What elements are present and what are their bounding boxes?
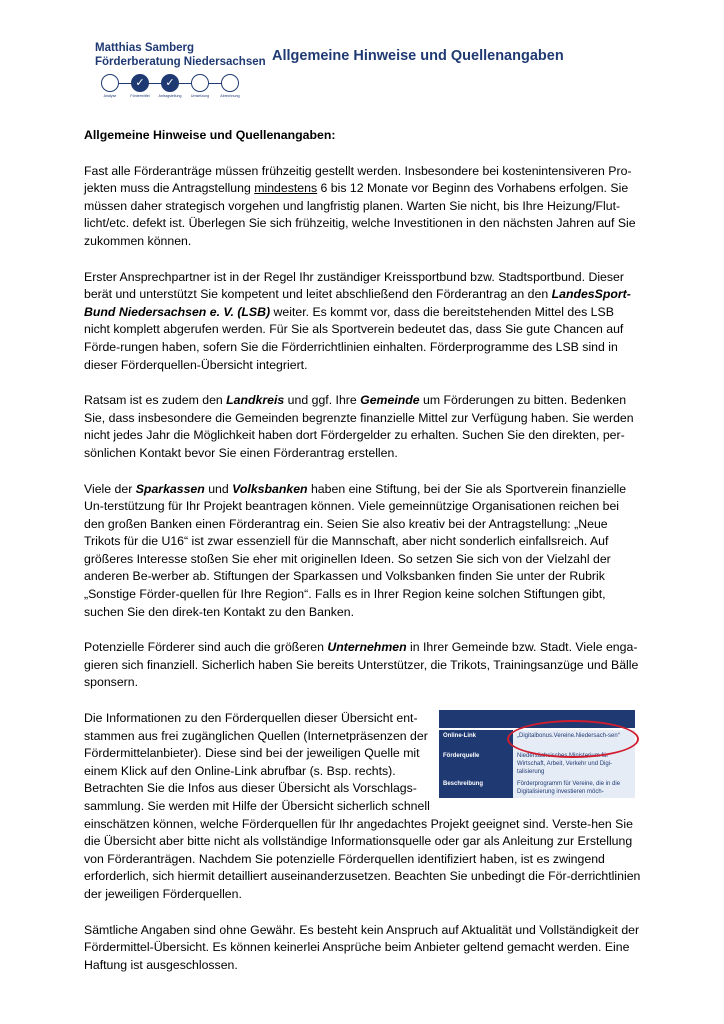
text: Viele der: [84, 481, 136, 496]
online-link[interactable]: „Digitalbonus.Vereine.Niedersach-sen“: [513, 730, 635, 750]
highlight-circle: [507, 720, 639, 758]
logo-subtitle: Förderberatung Niedersachsen: [95, 56, 266, 68]
paragraph-timing: [84, 163, 641, 251]
document-header: [0, 0, 724, 110]
text: Ratsam ist es zudem den: [84, 393, 227, 408]
emphasis-sparkassen: Sparkassen: [135, 481, 205, 496]
step-circle-icon: [191, 74, 209, 92]
logo-step: [185, 74, 215, 98]
paragraph-landkreis: [84, 392, 641, 462]
section-heading: Allgemeine Hinweise und Quellenangaben:: [84, 128, 336, 142]
logo-step-graphic: [95, 74, 245, 108]
table-key: Förderquelle: [439, 750, 513, 778]
step-caption: Antragstellung: [158, 94, 182, 98]
text: Erster Ansprechpartner ist in der Regel Ihr zuständiger Kreissportbund bzw. Stadtsportbund. Dieser berät und unterstützt Sie kompetent und leitet abschließend den Förderantrag an den: [84, 269, 624, 302]
checkmark-icon: ✓: [161, 74, 179, 92]
step-circle-icon: [101, 74, 119, 92]
emphasis-gemeinde: Gemeinde: [360, 393, 420, 408]
table-value: Niedersächsisches Ministerium für Wirtschaft, Arbeit, Verkehr und Digi-talisierung: [513, 750, 635, 778]
text: und: [204, 481, 233, 496]
text: 6 bis 12 Monate vor Beginn des Vorhabens erfolgen. Sie müssen daher strategisch vorgehen und langfristig planen. Warten Sie nicht, bis Ihre Heizung/Flut-licht/etc. defekt ist. Überlegen Sie sich frühzeitig, welche Investitionen in den nächsten Jahren auf Sie zukommen können.: [84, 181, 636, 248]
emphasis-lsb: LandesSport-Bund Niedersachsen e. V. (LSB): [84, 287, 631, 319]
text: in Ihrer Gemeinde bzw. Stadt. Viele enga-gieren sich finanziell. Sicherlich haben Sie bereits Unterstützer, die Trikots, Trainingsanzüge und Bälle sponsern.: [84, 640, 639, 690]
step-caption: Fördermittel: [130, 94, 150, 98]
text: um Förderungen zu bitten. Bedenken Sie, dass insbesondere die Gemeinden begrenzte finanzielle Mittel zur Verfügung haben. Sie werden nicht jedes Jahr die Möglichkeit haben dort Fördergelder zu erhalten. Suchen Sie den direkten, per-sönlichen Kontakt bevor Sie einen Förderantrag erstellen.: [84, 393, 634, 460]
paragraph-sources: [84, 710, 641, 904]
paragraph-sportbund: [84, 269, 641, 375]
example-table-screenshot: [439, 710, 641, 802]
step-caption: Abrechnung: [220, 94, 240, 98]
company-logo: [95, 42, 266, 108]
checkmark-icon: ✓: [131, 74, 149, 92]
text: Potenzielle Förderer sind auch die größeren: [84, 640, 328, 655]
emphasis-volksbanken: Volksbanken: [232, 481, 308, 496]
text: Fast alle Förderanträge müssen frühzeitig gestellt werden. Insbesondere bei kostenintensiveren Pro-jekten muss die Antragstellung: [84, 163, 632, 196]
emphasis-landkreis: Landkreis: [226, 393, 285, 408]
table-key: Beschreibung: [439, 778, 513, 798]
logo-step: [215, 74, 245, 98]
paragraph-companies: [84, 639, 641, 692]
table-key: Online-Link: [439, 730, 513, 750]
table-row: [439, 778, 635, 798]
table-value: Förderprogramm für Vereine, die in die Digitalisierung investieren möch-: [513, 778, 635, 798]
logo-step: [155, 74, 185, 98]
logo-step: [95, 74, 125, 98]
emphasis-underline: mindestens: [254, 181, 318, 196]
logo-step: [125, 74, 155, 98]
paragraph-disclaimer: Sämtliche Angaben sind ohne Gewähr. Es besteht kein Anspruch auf Aktualität und Vollständigkeit der Fördermittel-Übersicht. Es können keinerlei Ansprüche beim Anbieter geltend gemacht werden. Eine Haftung ist ausgeschlossen.: [84, 922, 640, 972]
step-circle-icon: [221, 74, 239, 92]
sources-text: Die Informationen zu den Förderquellen dieser Übersicht ent-stammen aus frei zugänglichen Quellen (Internetpräsenzen der Fördermittelanbieter). Diese sind bei der jeweiligen Quelle mit einem Klick auf den Online-Link abrufbar (s. Bsp. rechts). Betrachten Sie die Infos aus dieser Übersicht als Vorschlags-sammlung. Sie werden mit Hilfe der Übersicht sicherlich schnell einschätzen können, welche Förderquellen für Ihr angedachtes Projekt geeignet sind. Verste-hen Sie die Übersicht aber bitte nicht als vollständige Informationsquelle oder gar als Anleitung zur Erstellung von Förderanträgen. Nachdem Sie potenzielle Förderquellen identifiziert haben, ist es zwingend erforderlich, sich hiermit detailliert auseinanderzusetzen. Beachten Sie unbedingt die För-derrichtlinien der jeweiligen Förderquellen.: [84, 711, 641, 901]
page-title: Allgemeine Hinweise und Quellenangaben: [272, 48, 564, 64]
document-body: [84, 127, 641, 992]
text: haben eine Stiftung, bei der Sie als Sportverein finanzielle Un-terstützung für Ihr Projekt beantragen können. Viele gemeinnützige Organisationen reichen bei den großen Banken einen Förderantrag ein. Seien Sie also kreativ bei der Antragstellung: „Neue Trikots für die U16“ ist zwar essenziell für die Mannschaft, aber nicht sonderlich einfallsreich. Auf größeres Interesse stoßen Sie eher mit originellen Ideen. So setzen Sie sich von der Vielzahl der anderen Be-werber ab. Stiftungen der Sparkassen und Volksbanken finden Sie unter der Rubrik „Sonstige Förder-quellen für Ihre Region“. Falls es in Ihrer Region keine solchen Stiftungen gibt, suchen Sie den direk-ten Kontakt zu den Banken.: [84, 481, 627, 619]
logo-name: Matthias Samberg: [95, 42, 195, 54]
step-caption: Umsetzung: [190, 94, 210, 98]
step-caption: Analyse: [103, 94, 117, 98]
text: weiter. Es kommt vor, dass die bereitstehenden Mittel des LSB nicht komplett abgerufen werden. Für Sie als Sportverein bedeutet das, dass Sie gute Chancen auf Förde-rungen haben, sofern Sie die Förderrichtlinien einhalten. Förderprogramme des LSB sind in dieser Förderquellen-Übersicht integriert.: [84, 304, 624, 372]
emphasis-unternehmen: Unternehmen: [327, 640, 407, 655]
text: und ggf. Ihre: [284, 393, 361, 408]
paragraph-banks: [84, 481, 641, 622]
